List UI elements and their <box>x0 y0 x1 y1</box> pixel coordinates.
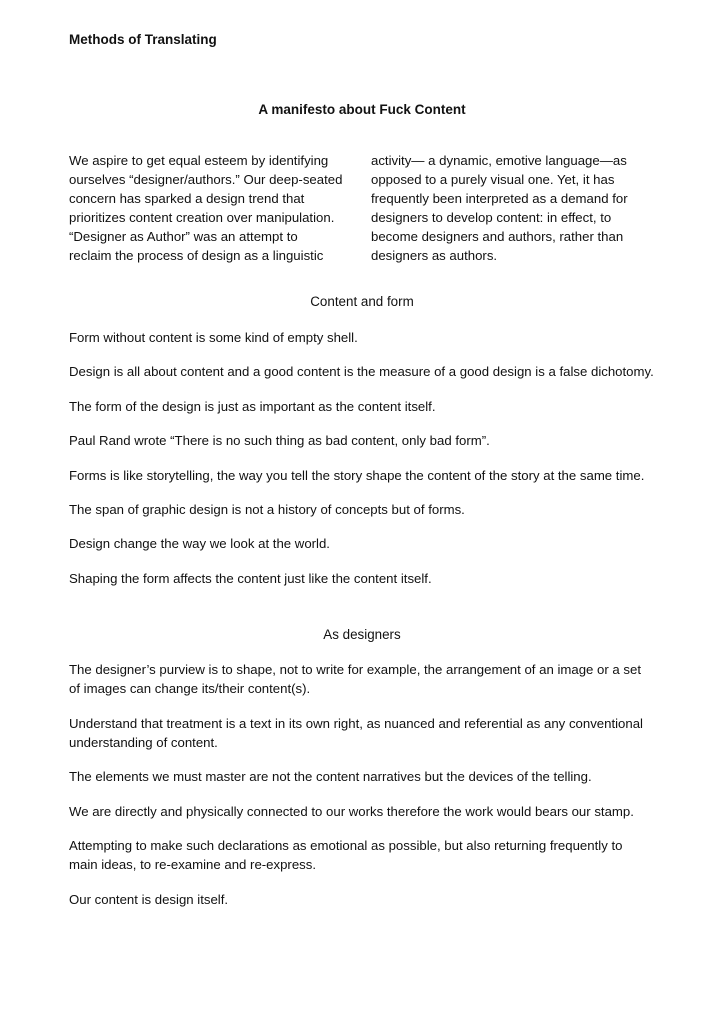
intro-paragraph-right: activity— a dynamic, emotive language—as opposed to a purely visual one. Yet, it has frequently been interpreted as a demand for designers to develop content: in effect, to become designers and authors, rather than designers as authors. <box>371 153 628 264</box>
paragraph: We are directly and physically connected to our works therefore the work would bears our stamp. <box>69 803 634 819</box>
paragraph: The form of the design is just as important as the content itself. <box>69 398 436 414</box>
paragraph <box>69 836 669 890</box>
paragraph <box>69 714 669 768</box>
section-heading-content-and-form: Content and form <box>310 294 414 309</box>
document-header-label: Methods of Translating <box>69 32 217 47</box>
paragraph: Forms is like storytelling, the way you tell the story shape the content of the story at the same time. <box>69 467 645 483</box>
paragraph-line: Attempting to make such declarations as emotional as possible, but also returning frequently to <box>69 838 623 853</box>
paragraph-line: of images can change its/their content(s). <box>69 681 311 696</box>
paragraph-line: understanding of content. <box>69 734 218 750</box>
manifesto-title: A manifesto about Fuck Content <box>258 102 466 117</box>
paragraph-line: Understand that treatment is a text in its own right, as nuanced and referential as any conventional <box>69 715 643 731</box>
paragraph: Design is all about content and a good content is the measure of a good design is a false dichotomy. <box>69 364 654 380</box>
paragraph <box>69 660 669 714</box>
paragraph-line: main ideas, to re-examine and re-express. <box>69 857 317 872</box>
section-heading-as-designers: As designers <box>323 627 401 642</box>
intro-paragraph-left: We aspire to get equal esteem by identifying ourselves “designer/authors.” Our deep-seated concern has sparked a design trend that prioritizes content creation over manipulation. “Designer as Author” was an attempt to reclaim the process of design as a linguistic <box>69 153 343 264</box>
paragraph: The span of graphic design is not a history of concepts but of forms. <box>69 501 465 517</box>
paragraph: Form without content is some kind of empty shell. <box>69 330 358 345</box>
as-designers-paragraphs <box>69 660 669 924</box>
paragraph: Design change the way we look at the world. <box>69 536 330 552</box>
paragraph: Our content is design itself. <box>69 891 229 907</box>
paragraph: Shaping the form affects the content just like the content itself. <box>69 570 432 586</box>
paragraph: Paul Rand wrote “There is no such thing as bad content, only bad form”. <box>69 433 490 449</box>
content-and-form-paragraphs <box>69 328 669 603</box>
paragraph: The elements we must master are not the content narratives but the devices of the telling. <box>69 769 592 784</box>
paragraph-line: The designer’s purview is to shape, not to write for example, the arrangement of an image or a set <box>69 662 642 677</box>
